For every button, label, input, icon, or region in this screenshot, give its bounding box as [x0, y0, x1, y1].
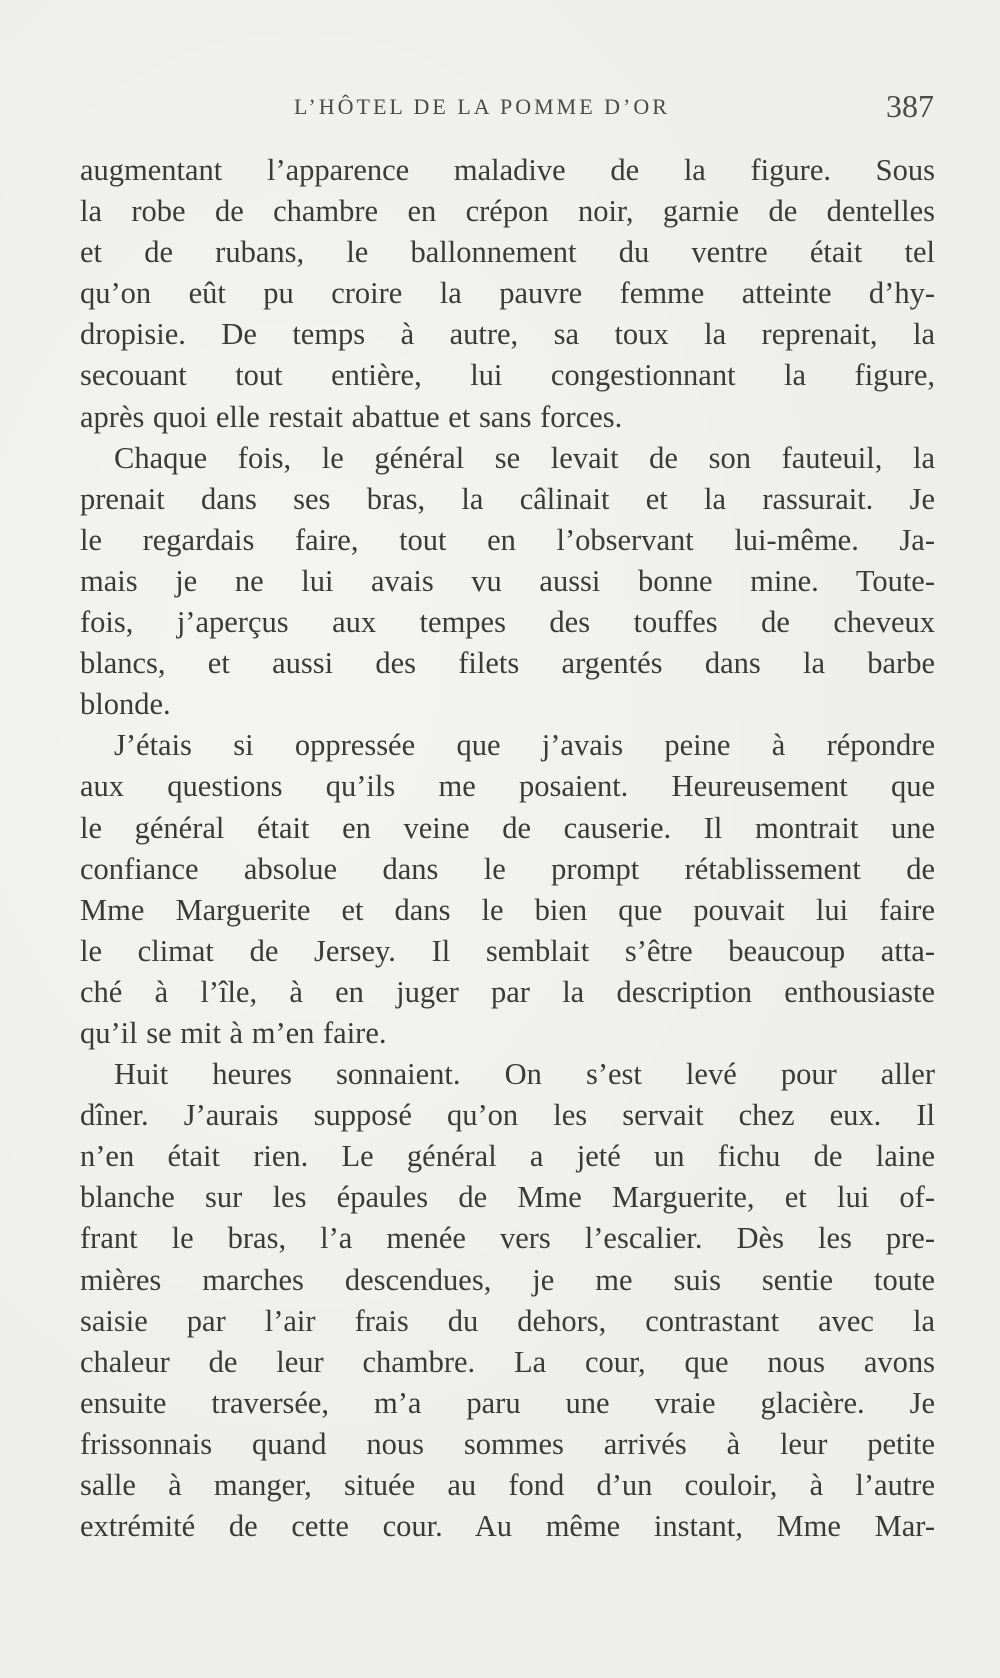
text-line: secouant tout entière, lui congestionnant la figure,	[80, 358, 935, 393]
text-line: Chaque fois, le général se levait de son fauteuil, la	[114, 440, 935, 475]
text-line: blonde.	[80, 687, 171, 722]
running-title: L’HÔTEL DE LA POMME D’OR	[294, 94, 670, 119]
text-line: extrémité de cette cour. Au même instant, Mme Mar-	[80, 1509, 935, 1544]
text-line: après quoi elle restait abattue et sans forces.	[80, 399, 623, 434]
text-line: fois, j’aperçus aux tempes des touffes de cheveux	[80, 605, 935, 640]
text-line: dîner. J’aurais supposé qu’on les servait chez eux. Il	[80, 1098, 935, 1133]
text-line: confiance absolue dans le prompt rétablissement de	[80, 851, 935, 886]
text-line: le regardais faire, tout en l’observant lui-même. Ja-	[80, 522, 935, 557]
text-line: mières marches descendues, je me suis sentie toute	[80, 1262, 935, 1297]
text-line: salle à manger, située au fond d’un couloir, à l’autre	[80, 1468, 935, 1502]
text-line: augmentant l’apparence maladive de la figure. Sous	[80, 153, 935, 187]
text-line: la robe de chambre en crépon noir, garnie de dentelles	[80, 194, 935, 229]
page-header	[0, 88, 1000, 134]
text-line: frissonnais quand nous sommes arrivés à leur petite	[80, 1426, 935, 1461]
text-line: J’étais si oppressée que j’avais peine à répondre	[114, 728, 935, 763]
page-number: 387	[886, 88, 934, 124]
text-line: le général était en veine de causerie. Il montrait une	[80, 810, 935, 845]
text-line: mais je ne lui avais vu aussi bonne mine. Toute-	[80, 563, 935, 598]
text-line: blanche sur les épaules de Mme Marguerite, et lui of-	[80, 1180, 935, 1215]
text-line: le climat de Jersey. Il semblait s’être beaucoup atta-	[80, 933, 935, 968]
text-line: qu’on eût pu croire la pauvre femme atteinte d’hy-	[80, 276, 935, 311]
text-line: ché à l’île, à en juger par la description enthousiaste	[80, 974, 935, 1009]
text-line: prenait dans ses bras, la câlinait et la rassurait. Je	[80, 481, 935, 516]
text-line: aux questions qu’ils me posaient. Heureusement que	[80, 769, 935, 804]
text-line: n’en était rien. Le général a jeté un fichu de laine	[80, 1139, 935, 1174]
text-line: blancs, et aussi des filets argentés dans la barbe	[80, 646, 935, 681]
text-line: dropisie. De temps à autre, sa toux la reprenait, la	[80, 317, 935, 352]
text-line: chaleur de leur chambre. La cour, que nous avons	[80, 1344, 935, 1379]
text-line: Huit heures sonnaient. On s’est levé pour aller	[114, 1057, 935, 1092]
text-line: Mme Marguerite et dans le bien que pouvait lui faire	[80, 892, 935, 927]
text-line: saisie par l’air frais du dehors, contrastant avec la	[80, 1303, 935, 1338]
text-line: et de rubans, le ballonnement du ventre était tel	[80, 235, 935, 270]
text-line: frant le bras, l’a menée vers l’escalier. Dès les pre-	[80, 1221, 935, 1256]
text-line: qu’il se mit à m’en faire.	[80, 1015, 387, 1050]
text-line: ensuite traversée, m’a paru une vraie glacière. Je	[80, 1385, 935, 1420]
body-text	[80, 150, 935, 1547]
